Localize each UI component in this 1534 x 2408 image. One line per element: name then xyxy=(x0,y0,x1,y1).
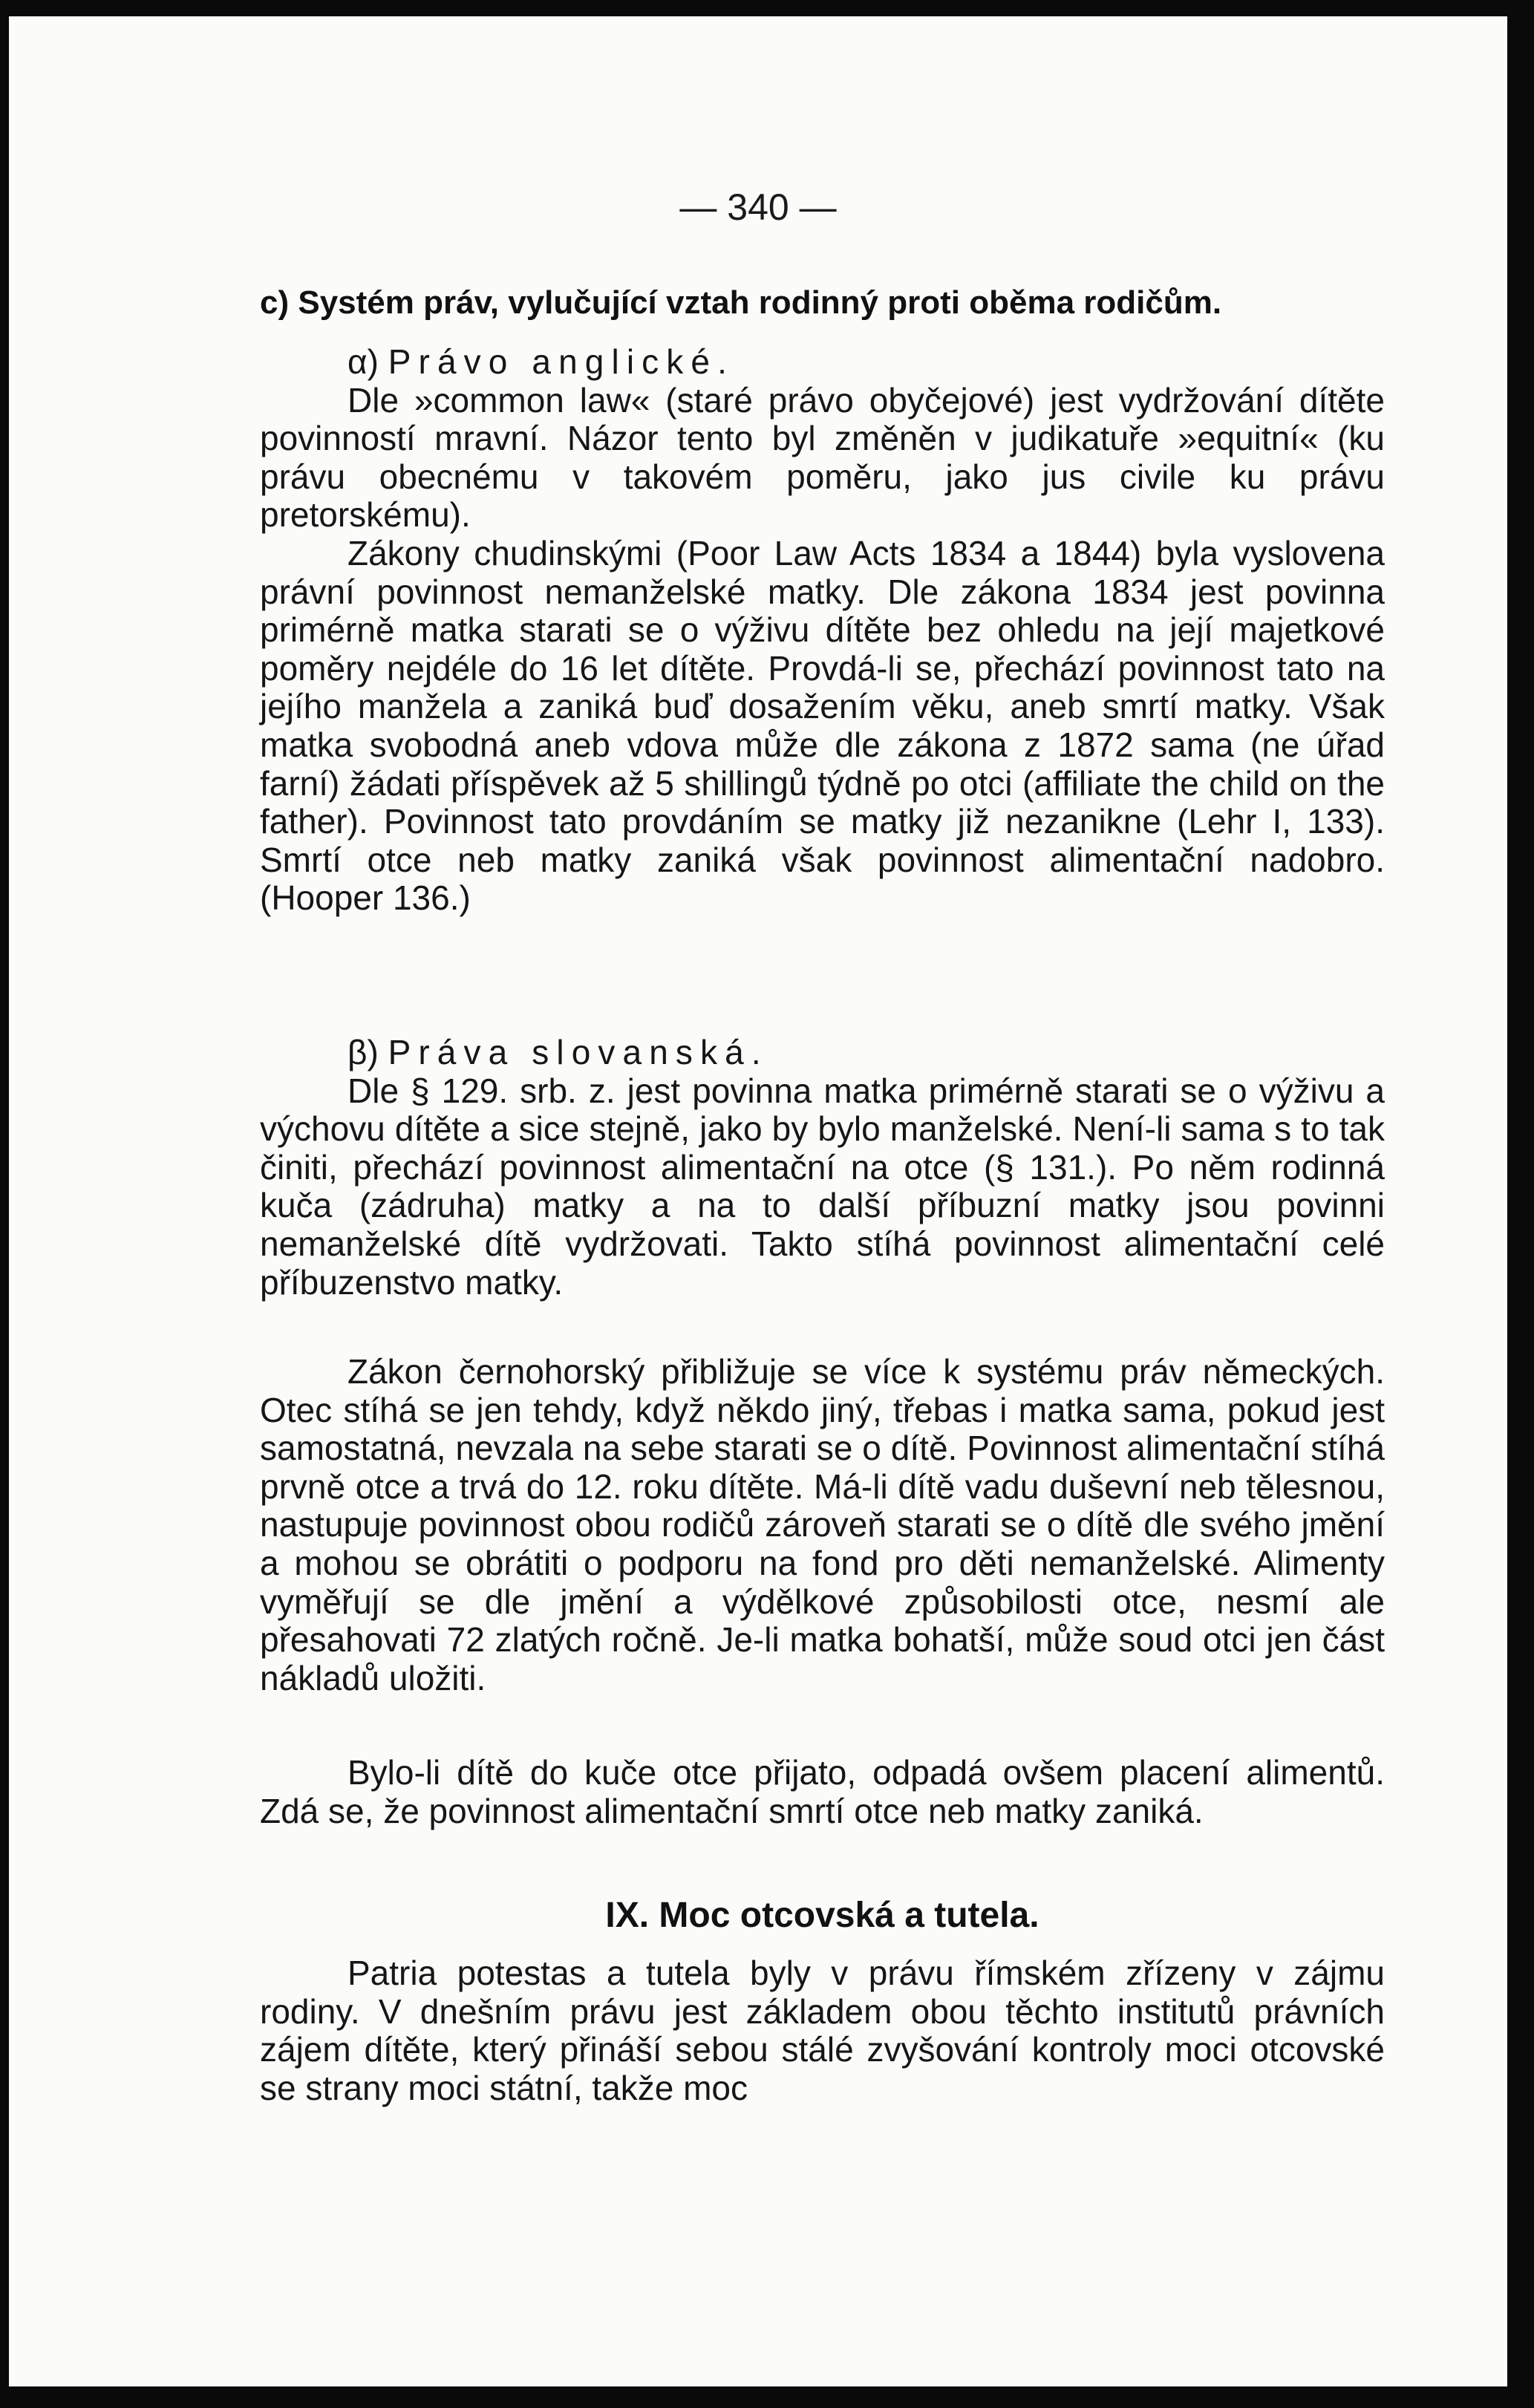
closing-paragraph xyxy=(260,1754,1385,1830)
subsection-beta-title: Práva slovanská. xyxy=(388,1033,768,1071)
section-alpha xyxy=(260,343,1385,918)
subsection-beta-heading xyxy=(260,1034,1385,1072)
subsection-alpha-heading xyxy=(260,343,1385,382)
chapter-text xyxy=(260,1954,1385,2107)
subsection-beta-marker: β) xyxy=(347,1033,379,1071)
page-number: — 340 — xyxy=(679,186,837,228)
chapter-heading: IX. Moc otcovská a tutela. xyxy=(605,1896,1039,1935)
paragraph: Bylo-li dítě do kuče otce přijato, odpadá ovšem placení alimentů. Zdá se, že povinnost alimentační smrtí otce neb matky zaniká. xyxy=(260,1753,1385,1830)
subsection-alpha-marker: α) xyxy=(347,342,379,381)
paragraph: Dle »common law« (staré právo obyčejové) jest vydržování dítěte povinností mravní. Názor tento byl změněn v judikatuře »equitní« (ku právu obecnému v takovém poměru, jako jus civile ku právu pretorskému). xyxy=(260,380,1385,535)
section-heading: c) Systém práv, vylučující vztah rodinný proti oběma rodičům. xyxy=(260,284,1222,321)
paragraph: Zákony chudinskými (Poor Law Acts 1834 a 1844) byla vyslovena právní povinnost nemanželské matky. Dle zákona 1834 jest povinna primérně matka starati se o výživu dítěte bez ohledu na její majetkové poměry nejdéle do 16 let dítěte. Provdá-li se, přechází povinnost tato na jejího manžela a zaniká buď dosažením věku, aneb smrtí matky. Však matka svobodná aneb vdova může dle zákona z 1872 sama (ne úřad farní) žádati příspěvek až 5 shillingů týdně po otci (affiliate the child on the father). Povinnost tato provdáním se matky již nezanikne (Lehr I, 133). Smrtí otce neb matky zaniká však povinnost alimentační nadobro. (Hooper 136.) xyxy=(260,533,1385,918)
paragraph: Patria potestas a tutela byly v právu římském zřízeny v zájmu rodiny. V dnešním právu jest základem obou těchto institutů právních zájem dítěte, který přináší sebou stálé zvyšování kontroly moci otcovské se strany moci státní, takže moc xyxy=(260,1954,1385,2107)
paragraph: Zákon černohorský přibližuje se více k systému práv německých. Otec stíhá se jen tehdy, když někdo jiný, třebas i matka sama, pokud jest samostatná, nevzala na sebe starati se o dítě. Povinnost alimentační stíhá prvně otce a trvá do 12. roku dítěte. Má-li dítě vadu duševní neb tělesnou, nastupuje povinnost obou rodičů zároveň starati se o dítě dle svého jmění a mohou se obrátiti o podporu na fond pro děti nemanželské. Alimenty vyměřují se dle jmění a výdělkové způsobilosti otce, nesmí ale přesahovati 72 zlatých ročně. Je-li matka bohatší, může soud otci jen část nákladů uložiti. xyxy=(260,1352,1385,1697)
section-beta xyxy=(260,1034,1385,1302)
subsection-alpha-title: Právo anglické. xyxy=(388,342,735,381)
book-page xyxy=(9,16,1507,2386)
paragraph: Dle § 129. srb. z. jest povinna matka primérně starati se o výživu a výchovu dítěte a sice stejně, jako by bylo manželské. Není-li sama s to tak činiti, přechází povinnost alimentační na otce (§ 131.). Po něm rodinná kuča (zádruha) matky a na to další příbuzní matky jsou povinni nemanželské dítě vydržovati. Takto stíhá povinnost alimentační celé příbuzenstvo matky. xyxy=(260,1071,1385,1302)
montenegro-paragraphs xyxy=(260,1353,1385,1697)
